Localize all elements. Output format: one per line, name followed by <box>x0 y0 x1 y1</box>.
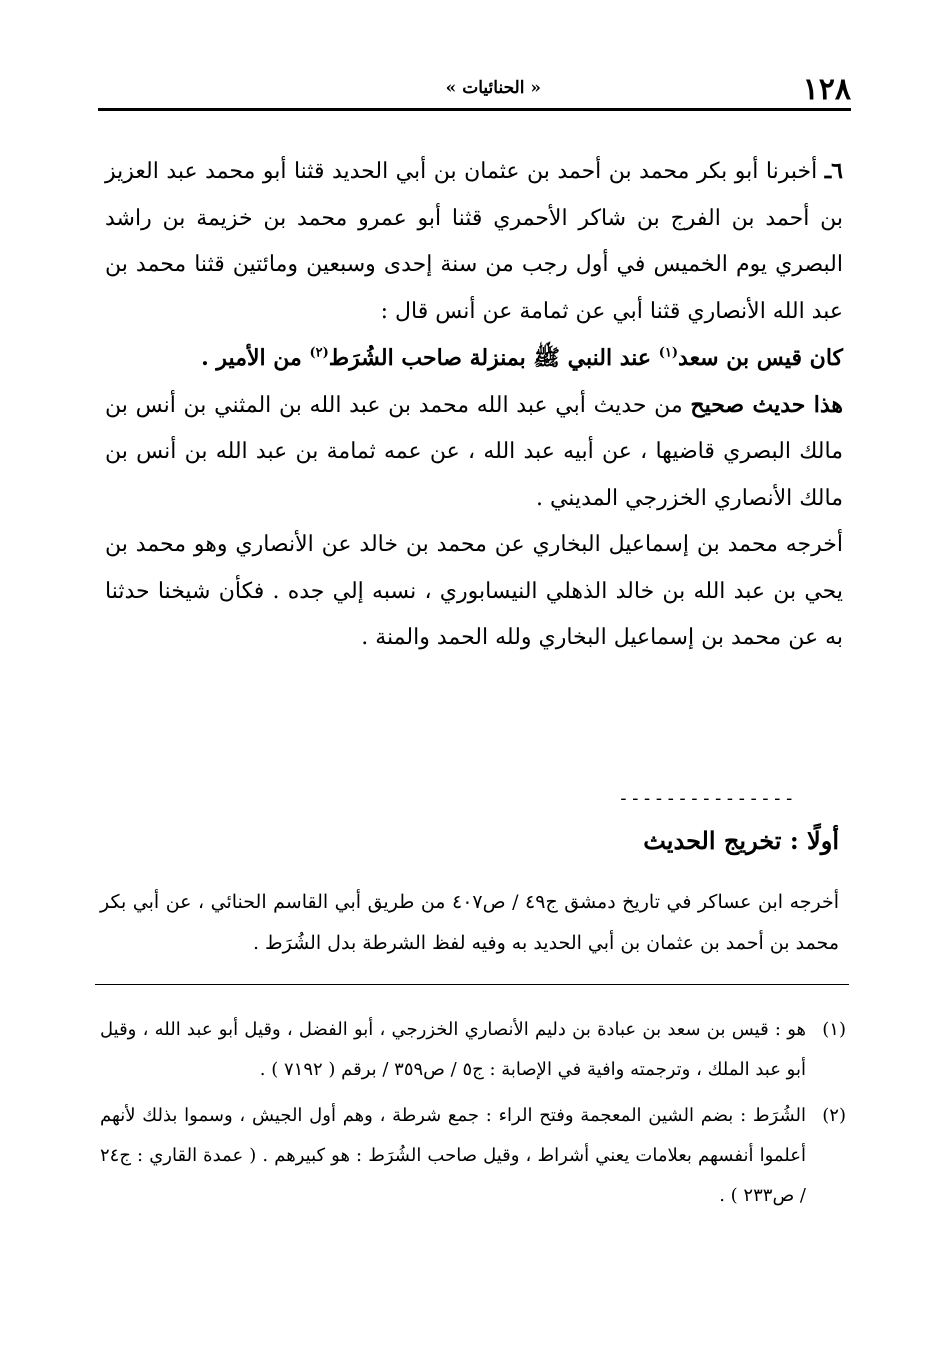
footnote-2 <box>100 1096 846 1216</box>
matn-part-2: عند النبي ﷺ بمنزلة صاحب الشُرَط <box>328 345 652 371</box>
hadith-commentary: أخرجه محمد بن إسماعيل البخاري عن محمد بن خالد عن الأنصاري وهو محمد بن يحي بن عبد الله بن خالد الذهلي النيسابوري ، نسبه إلي جده . فكأن شيخنا حدثنا به عن محمد بن إسماعيل البخاري ولله الحمد والمنة . <box>105 532 843 650</box>
section-heading: أولًا : تخريج الحديث <box>643 826 839 855</box>
footnote-text: الشُرَط : بضم الشين المعجمة وفتح الراء : جمع شرطة ، وهم أول الجيش ، وسموا بذلك لأنهم أعلموا أنفسهم بعلامات يعني أشراط ، وقيل صاحب الشُرَط : هو كبيرهم . ( عمدة القاري : ج٢٤ / ص٢٣٣ ) . <box>100 1105 806 1206</box>
hadith-number: ٦ـ <box>824 158 843 184</box>
hadith-grade-detail: من حديث أبي عبد الله محمد بن عبد الله بن المثني بن أنس بن مالك البصري قاضيها ، عن أبيه عبد الله ، عن عمه ثمامة بن عبد الله بن أنس بن مالك الأنصاري الخزرجي المديني . <box>105 392 843 511</box>
footnote-ref-2[interactable]: (٢) <box>309 345 329 361</box>
section-separator: --------------- <box>618 788 796 809</box>
header-rule <box>98 108 851 111</box>
takhrij-text: أخرجه ابن عساكر في تاريخ دمشق ج٤٩ / ص٤٠٧ من طريق أبي القاسم الحنائي ، عن أبي بكر محمد بن أحمد بن عثمان بن أبي الحديد به وفيه لفظ الشرطة بدل الشُرَط . <box>100 891 840 954</box>
matn-part-1: كان قيس بن سعد <box>678 345 843 371</box>
hadith-grade: هذا حديث صحيح <box>690 391 843 418</box>
takhrij-block <box>100 882 839 964</box>
footnote-ref-1[interactable]: (١) <box>658 345 679 361</box>
hadith-isnad: أخبرنا أبو بكر محمد بن أحمد بن عثمان بن أبي الحديد قثنا أبو محمد عبد العزيز بن أحمد بن الفرج بن شاكر الأحمري قثنا أبو عمرو محمد بن خزيمة بن راشد البصري يوم الخميس في أول رجب من سنة إحدى وسبعين ومائتين قثنا محمد بن عبد الله الأنصاري قثنا أبي عن ثمامة عن أنس قال : <box>105 159 843 324</box>
page-header <box>98 70 851 107</box>
hadith-grade-paragraph <box>105 382 843 523</box>
footnote-rule <box>95 984 849 985</box>
matn-part-3: من الأمير . <box>201 345 302 371</box>
hadith-matn <box>105 335 843 382</box>
footnotes <box>100 1010 846 1222</box>
footnote-text: هو : قيس بن سعد بن عبادة بن دليم الأنصاري الخزرجي ، أبو الفضل ، وقيل أبو عبد الله ، وقيل أبو عبد الملك ، وترجمته وافية في الإصابة : ج٥ / ص٣٥٩ / برقم ( ٧١٩٢ ) . <box>100 1019 806 1080</box>
footnote-1 <box>100 1010 846 1090</box>
hadith-block <box>105 148 843 662</box>
footnote-marker: (١) <box>822 1019 846 1040</box>
hadith-isnad-paragraph <box>105 148 843 335</box>
footnote-marker: (٢) <box>822 1105 846 1126</box>
page-number: ١٢٨ <box>802 72 851 107</box>
running-title: « الحنائيات » <box>445 78 541 98</box>
